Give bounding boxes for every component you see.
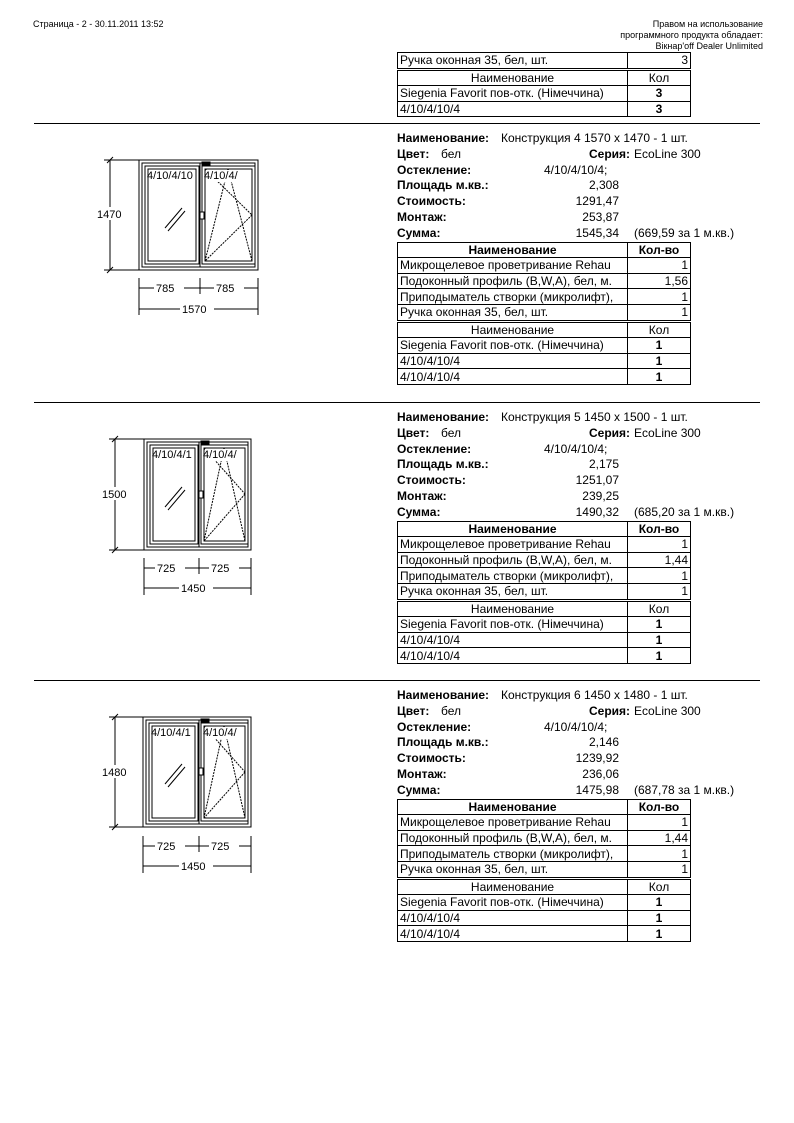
- rights-line-2: программного продукта обладает:: [620, 30, 763, 40]
- name-label: Наименование:: [397, 131, 490, 145]
- table-row: [398, 521, 691, 537]
- cost-value: 1251,07: [575, 473, 619, 488]
- area-label: Площадь м.кв.:: [397, 457, 489, 472]
- install-value: 239,25: [582, 488, 619, 503]
- width-dimension: 1570: [182, 304, 207, 316]
- accessory-qty: 1: [628, 583, 691, 599]
- construction-4-info: [397, 131, 757, 385]
- per-m2-value: (687,78 за 1 м.кв.): [634, 782, 735, 797]
- table-row: [398, 552, 691, 568]
- series-value: EcoLine 300: [634, 425, 701, 440]
- prev-construction-tail: [397, 52, 691, 117]
- acc-head-name: Наименование: [398, 242, 628, 258]
- acc-head-qty: Кол-во: [628, 799, 691, 815]
- sum-value: 1490,32: [575, 504, 619, 519]
- accessory-qty: 3: [628, 53, 691, 69]
- parts-head-name: Наименование: [398, 879, 628, 895]
- section-divider: [34, 680, 760, 681]
- table-row: [398, 879, 691, 895]
- accessories-table: [397, 799, 691, 878]
- cost-value: 1291,47: [575, 194, 619, 209]
- glazing-label: Остекление:: [397, 162, 472, 177]
- table-row: [398, 583, 691, 599]
- width-dimension: 1450: [181, 861, 206, 873]
- acc-head-name: Наименование: [398, 799, 628, 815]
- area-value: 2,308: [588, 178, 619, 193]
- table-row: [398, 815, 691, 831]
- series-label: Серия:: [589, 146, 631, 161]
- accessory-name: Подоконный профиль (B,W,A), бел, м.: [398, 552, 628, 568]
- construction-title: Конструкция 5 1450 x 1500 - 1 шт.: [501, 410, 688, 424]
- glazing-label: Остекление:: [397, 719, 472, 734]
- part-name: 4/10/4/10/4: [398, 632, 628, 648]
- name-label: Наименование:: [397, 410, 490, 424]
- accessory-name: Ручка оконная 35, бел, шт.: [398, 304, 628, 320]
- glass-label-right: 4/10/4/: [203, 727, 237, 739]
- accessory-qty: 1: [628, 289, 691, 305]
- glazing-value: 4/10/4/10/4;: [544, 719, 608, 734]
- parts-head-qty: Кол: [628, 879, 691, 895]
- color-label: Цвет:: [397, 703, 430, 718]
- left-sash-dimension: 785: [156, 283, 175, 295]
- table-row: [398, 895, 691, 911]
- accessory-qty: 1,44: [628, 830, 691, 846]
- part-qty: 1: [628, 353, 691, 369]
- table-row: [398, 910, 691, 926]
- rights-line-1: Правом на использование: [652, 19, 763, 29]
- per-m2-value: (685,20 за 1 м.кв.): [634, 504, 735, 519]
- table-row: [398, 242, 691, 258]
- parts-head-name: Наименование: [398, 70, 628, 86]
- width-dimension: 1450: [181, 583, 206, 595]
- section-divider: [34, 123, 760, 124]
- area-value: 2,146: [588, 735, 619, 750]
- part-qty: 1: [628, 926, 691, 942]
- table-row: [398, 568, 691, 584]
- height-dimension: 1470: [97, 209, 122, 221]
- table-row: [398, 86, 691, 102]
- right-sash-dimension: 725: [211, 563, 230, 575]
- left-sash-dimension: 725: [157, 563, 176, 575]
- window-drawing-4: [90, 150, 280, 325]
- part-name: 4/10/4/10/4: [398, 353, 628, 369]
- table-row: [398, 53, 691, 69]
- color-label: Цвет:: [397, 146, 430, 161]
- construction-5-info: [397, 410, 757, 664]
- accessories-table: [397, 521, 691, 600]
- part-qty: 1: [628, 895, 691, 911]
- table-row: [398, 369, 691, 385]
- glazing-value: 4/10/4/10/4;: [544, 441, 608, 456]
- per-m2-value: (669,59 за 1 м.кв.): [634, 225, 735, 240]
- part-qty: 1: [628, 632, 691, 648]
- height-dimension: 1500: [102, 489, 127, 501]
- table-row: [398, 648, 691, 664]
- series-label: Серия:: [589, 703, 631, 718]
- accessory-qty: 1,56: [628, 273, 691, 289]
- prev-parts-table: [397, 70, 691, 118]
- part-name: 4/10/4/10/4: [398, 101, 628, 117]
- table-row: [398, 338, 691, 354]
- install-value: 236,06: [582, 766, 619, 781]
- cost-label: Стоимость:: [397, 751, 466, 766]
- prev-accessory-table: [397, 52, 691, 69]
- acc-head-qty: Кол-во: [628, 521, 691, 537]
- series-value: EcoLine 300: [634, 703, 701, 718]
- part-name: 4/10/4/10/4: [398, 369, 628, 385]
- table-row: [398, 289, 691, 305]
- part-qty: 3: [628, 86, 691, 102]
- accessory-qty: 1: [628, 846, 691, 862]
- part-qty: 1: [628, 338, 691, 354]
- acc-head-name: Наименование: [398, 521, 628, 537]
- part-name: Siegenia Favorit пов-отк. (Німеччина): [398, 338, 628, 354]
- table-row: [398, 258, 691, 274]
- area-label: Площадь м.кв.:: [397, 178, 489, 193]
- table-row: [398, 861, 691, 877]
- glass-label-left: 4/10/4/1: [151, 727, 191, 739]
- accessory-name: Подоконный профиль (B,W,A), бел, м.: [398, 830, 628, 846]
- parts-table: [397, 601, 691, 664]
- table-row: [398, 353, 691, 369]
- parts-head-qty: Кол: [628, 70, 691, 86]
- rights-notice: [620, 19, 763, 52]
- table-row: [398, 830, 691, 846]
- glass-label-right: 4/10/4/: [203, 449, 237, 461]
- table-row: [398, 632, 691, 648]
- accessory-name: Приподыматель створки (микролифт),: [398, 289, 628, 305]
- area-value: 2,175: [588, 457, 619, 472]
- part-name: Siegenia Favorit пов-отк. (Німеччина): [398, 86, 628, 102]
- area-label: Площадь м.кв.:: [397, 735, 489, 750]
- part-qty: 1: [628, 910, 691, 926]
- accessory-name: Подоконный профиль (B,W,A), бел, м.: [398, 273, 628, 289]
- right-sash-dimension: 725: [211, 841, 230, 853]
- accessory-name: Ручка оконная 35, бел, шт.: [398, 583, 628, 599]
- part-qty: 1: [628, 648, 691, 664]
- accessory-name: Приподыматель створки (микролифт),: [398, 568, 628, 584]
- table-row: [398, 322, 691, 338]
- table-row: [398, 926, 691, 942]
- accessory-name: Микрощелевое проветривание Rehau: [398, 537, 628, 553]
- table-row: [398, 273, 691, 289]
- table-row: [398, 617, 691, 633]
- part-qty: 1: [628, 369, 691, 385]
- table-row: [398, 101, 691, 117]
- glass-label-right: 4/10/4/: [204, 170, 238, 182]
- name-label: Наименование:: [397, 688, 490, 702]
- right-sash-dimension: 785: [216, 283, 235, 295]
- accessory-name: Ручка оконная 35, бел, шт.: [398, 861, 628, 877]
- cost-label: Стоимость:: [397, 194, 466, 209]
- construction-title: Конструкция 6 1450 x 1480 - 1 шт.: [501, 688, 688, 702]
- table-row: [398, 304, 691, 320]
- rights-line-3: Вікнар'off Dealer Unlimited: [655, 41, 763, 51]
- accessory-qty: 1: [628, 304, 691, 320]
- accessories-table: [397, 242, 691, 321]
- sum-label: Сумма:: [397, 782, 441, 797]
- part-qty: 1: [628, 617, 691, 633]
- cost-value: 1239,92: [575, 751, 619, 766]
- accessory-name: Приподыматель створки (микролифт),: [398, 846, 628, 862]
- construction-title: Конструкция 4 1570 x 1470 - 1 шт.: [501, 131, 688, 145]
- table-row: [398, 70, 691, 86]
- accessory-name: Микрощелевое проветривание Rehau: [398, 815, 628, 831]
- install-label: Монтаж:: [397, 766, 447, 781]
- glass-label-left: 4/10/4/10: [147, 170, 193, 182]
- accessory-qty: 1: [628, 861, 691, 877]
- part-name: Siegenia Favorit пов-отк. (Німеччина): [398, 617, 628, 633]
- install-label: Монтаж:: [397, 488, 447, 503]
- table-row: [398, 537, 691, 553]
- part-qty: 3: [628, 101, 691, 117]
- install-value: 253,87: [582, 209, 619, 224]
- parts-head-name: Наименование: [398, 322, 628, 338]
- table-row: [398, 601, 691, 617]
- cost-label: Стоимость:: [397, 473, 466, 488]
- section-divider: [34, 402, 760, 403]
- parts-head-qty: Кол: [628, 601, 691, 617]
- color-value: бел: [441, 146, 462, 161]
- part-name: 4/10/4/10/4: [398, 910, 628, 926]
- glass-label-left: 4/10/4/1: [152, 449, 192, 461]
- glazing-value: 4/10/4/10/4;: [544, 162, 608, 177]
- accessory-qty: 1: [628, 815, 691, 831]
- accessory-name: Микрощелевое проветривание Rehau: [398, 258, 628, 274]
- sum-label: Сумма:: [397, 504, 441, 519]
- part-name: 4/10/4/10/4: [398, 926, 628, 942]
- parts-table: [397, 879, 691, 942]
- construction-6-info: [397, 688, 757, 942]
- part-name: Siegenia Favorit пов-отк. (Німеччина): [398, 895, 628, 911]
- table-row: [398, 846, 691, 862]
- sum-value: 1475,98: [575, 782, 619, 797]
- window-drawing-6: [95, 708, 285, 883]
- accessory-qty: 1: [628, 258, 691, 274]
- color-value: бел: [441, 703, 462, 718]
- accessory-qty: 1: [628, 537, 691, 553]
- height-dimension: 1480: [102, 767, 127, 779]
- parts-head-qty: Кол: [628, 322, 691, 338]
- series-value: EcoLine 300: [634, 146, 701, 161]
- sum-value: 1545,34: [575, 225, 619, 240]
- install-label: Монтаж:: [397, 209, 447, 224]
- glazing-label: Остекление:: [397, 441, 472, 456]
- accessory-qty: 1,44: [628, 552, 691, 568]
- series-label: Серия:: [589, 425, 631, 440]
- color-value: бел: [441, 425, 462, 440]
- table-row: [398, 799, 691, 815]
- page-label: Страница - 2 - 30.11.2011 13:52: [33, 19, 164, 29]
- sum-label: Сумма:: [397, 225, 441, 240]
- part-name: 4/10/4/10/4: [398, 648, 628, 664]
- window-drawing-5: [95, 430, 285, 605]
- left-sash-dimension: 725: [157, 841, 176, 853]
- acc-head-qty: Кол-во: [628, 242, 691, 258]
- parts-head-name: Наименование: [398, 601, 628, 617]
- color-label: Цвет:: [397, 425, 430, 440]
- parts-table: [397, 322, 691, 385]
- accessory-qty: 1: [628, 568, 691, 584]
- accessory-name: Ручка оконная 35, бел, шт.: [398, 53, 628, 69]
